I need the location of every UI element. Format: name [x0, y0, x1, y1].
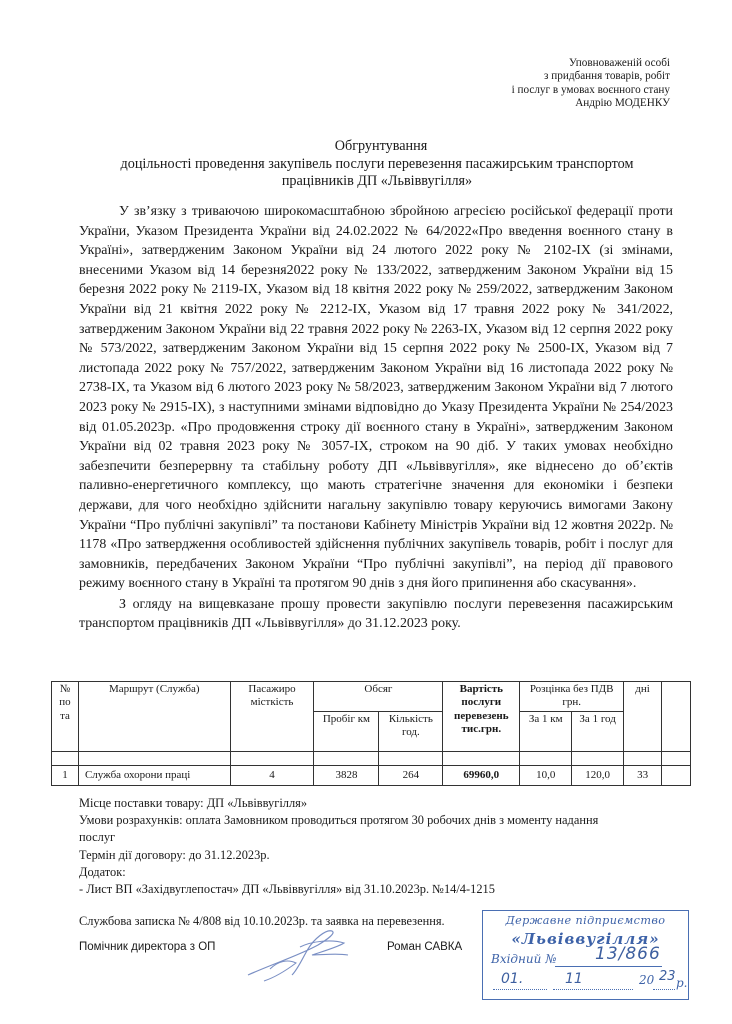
stamp-line [553, 989, 633, 990]
cell-per-hour: 120,0 [572, 765, 624, 785]
document-title [60, 138, 672, 191]
stamp-line [493, 989, 547, 990]
title-line: Обгрунтування [334, 138, 428, 154]
header-rate: Розцінка без ПДВ грн. [520, 682, 624, 712]
stamp-line [653, 989, 675, 990]
body-paragraph: У зв’язку з триваючою широкомасштабною збройною агресією російської федерації проти України, Указом Президента України від 24.02.2022 № 64/2022«Про введення воєнного стану в Україні», затвердженим Законом України від 24 лютого 2022 року № 2102-IX (зі змінами, внесеними Указом від 14 березня2022 року № 133/2022, затвердженим Законом України від 15 березня 2022 року № 2119-IX, Указом від 18 квітня 2022 року № 259/2022, затвердженим Законом України від 21 квітня 2022 року № 2212-IX, Указом від 17 травня 2022 року № 341/2022, затвердженим Законом України від 22 травня 2022 року № 2263-IX, Указом від 12 серпня 2022 року № 573/2022, затвердженим Законом України від 15 серпня 2022 року № 2500-IX, Указом від 7 листопада 2022 року № 757/2022, затвердженим Законом України від 16 листопада 2022 року № 2738-IX, та Указом від 6 лютого 2023 року № 58/2023, затвердженим Законом України від 7 лютого 2023 року № 2915-IX), з наступними змінами відповідно до Указу Президента України № 254/2023 від 01.05.2023р. «Про продовження строку дії воєнного стану в Україні», затвердженим Законом України від 02 травня 2023 року № 3057-IX, строком на 90 діб. У таких умовах необхідно забезпечити безперервну та стабільну роботу ДП «Львіввугілля», яке віднесено до об’єктів паливно-енергетичного комплексу, що мають стратегічне значення для економіки і безпеки держави, для чого необхідно здійснити нагальну закупівлю товару керуючись вимогами Закону України “Про публічні закупівлі” та постанови Кабінету Міністрів України від 12 жовтня 2022р. № 1178 «Про затвердження особливостей здійснення публічних закупівель товарів, робіт і послуг для замовників, передбачених Законом України “Про публічні закупівлі”, на період дії правового режиму воєнного стану в Україні та протягом 90 днів з дня його припинення або скасування». [79, 204, 673, 592]
addressee-block [370, 57, 670, 111]
registration-stamp [482, 910, 689, 1000]
cell-mileage: 3828 [314, 765, 379, 785]
header-route: Маршрут (Служба) [78, 682, 230, 752]
stamp-incoming-number: 13/866 [595, 944, 661, 964]
contract-term: Термін дії договору: до 31.12.2023р. [79, 847, 270, 862]
cell-num: 1 [52, 765, 79, 785]
addressee-line: Уповноваженій особі [568, 57, 670, 69]
stamp-month: 11 [565, 971, 583, 987]
header-num: № по та [52, 682, 79, 752]
stamp-year-suffix: 23 [659, 969, 676, 984]
body-paragraph: З огляду на вищевказане прошу провести закупівлю послуги перевезення пасажирським транспортом працівників ДП «Львіввугілля» до 31.12.2023 року. [79, 596, 673, 632]
header-hours: Кількість год. [379, 711, 443, 751]
addressee-line: з придбання товарів, робіт [544, 70, 670, 83]
cell-route: Служба охорони праці [78, 765, 230, 785]
delivery-place: Місце поставки товару: ДП «Львіввугілля» [79, 796, 308, 810]
title-line: працівників ДП «Львіввугілля» [281, 173, 473, 189]
stamp-org-type: Державне підприємство [505, 914, 666, 927]
table-header-row [52, 682, 691, 712]
memo-reference: Службова записка № 4/808 від 10.10.2023р. та заявка на перевезення. [79, 914, 445, 929]
header-per-km: За 1 км [520, 711, 572, 751]
appendix-label: Додаток: [79, 864, 126, 879]
addressee-name: Андрію МОДЕНКУ [575, 97, 670, 110]
header-days: дні [624, 682, 662, 752]
cell-days: 33 [624, 765, 662, 785]
table-spacer-row [52, 751, 691, 765]
stamp-line [555, 966, 662, 967]
payment-terms-cont: послуг [79, 830, 116, 845]
cell-hours: 264 [379, 765, 443, 785]
cell-per-km: 10,0 [520, 765, 572, 785]
appendix-item: - Лист ВП «Західвуглепостач» ДП «Львіввугілля» від 31.10.2023р. №14/4-1215 [79, 882, 495, 897]
header-capacity: Пасажиро місткість [230, 682, 314, 752]
signer-position: Помічник директора з ОП [79, 941, 216, 953]
payment-terms: Умови розрахунків: оплата Замовником проводиться протягом 30 робочих днів з моменту надання [79, 813, 599, 828]
handwritten-signature [240, 925, 360, 985]
header-mileage: Пробіг км [314, 711, 379, 751]
addressee-line: і послуг в умовах воєнного стану [511, 83, 670, 96]
title-line: доцільності проведення закупівель послуги перевезення пасажирським транспортом [120, 155, 634, 172]
stamp-org-name: «Львіввугілля» [511, 930, 660, 948]
header-empty [662, 682, 691, 752]
header-volume: Обсяг [314, 682, 443, 712]
cell-capacity: 4 [230, 765, 314, 785]
body-text [79, 202, 673, 634]
header-per-hour: За 1 год [572, 711, 624, 751]
services-table [51, 681, 691, 786]
header-cost: Вартість послуги перевезень тис.грн. [443, 682, 520, 752]
signer-name: Роман САВКА [387, 941, 463, 953]
cell-cost: 69960,0 [443, 765, 520, 785]
stamp-year-prefix: 20 [639, 973, 655, 987]
stamp-incoming-label: Вхідний № [491, 952, 557, 966]
cell-empty [662, 765, 691, 785]
stamp-year-unit: р. [676, 976, 688, 990]
table-row [52, 765, 691, 785]
stamp-day: 01. [501, 971, 524, 987]
